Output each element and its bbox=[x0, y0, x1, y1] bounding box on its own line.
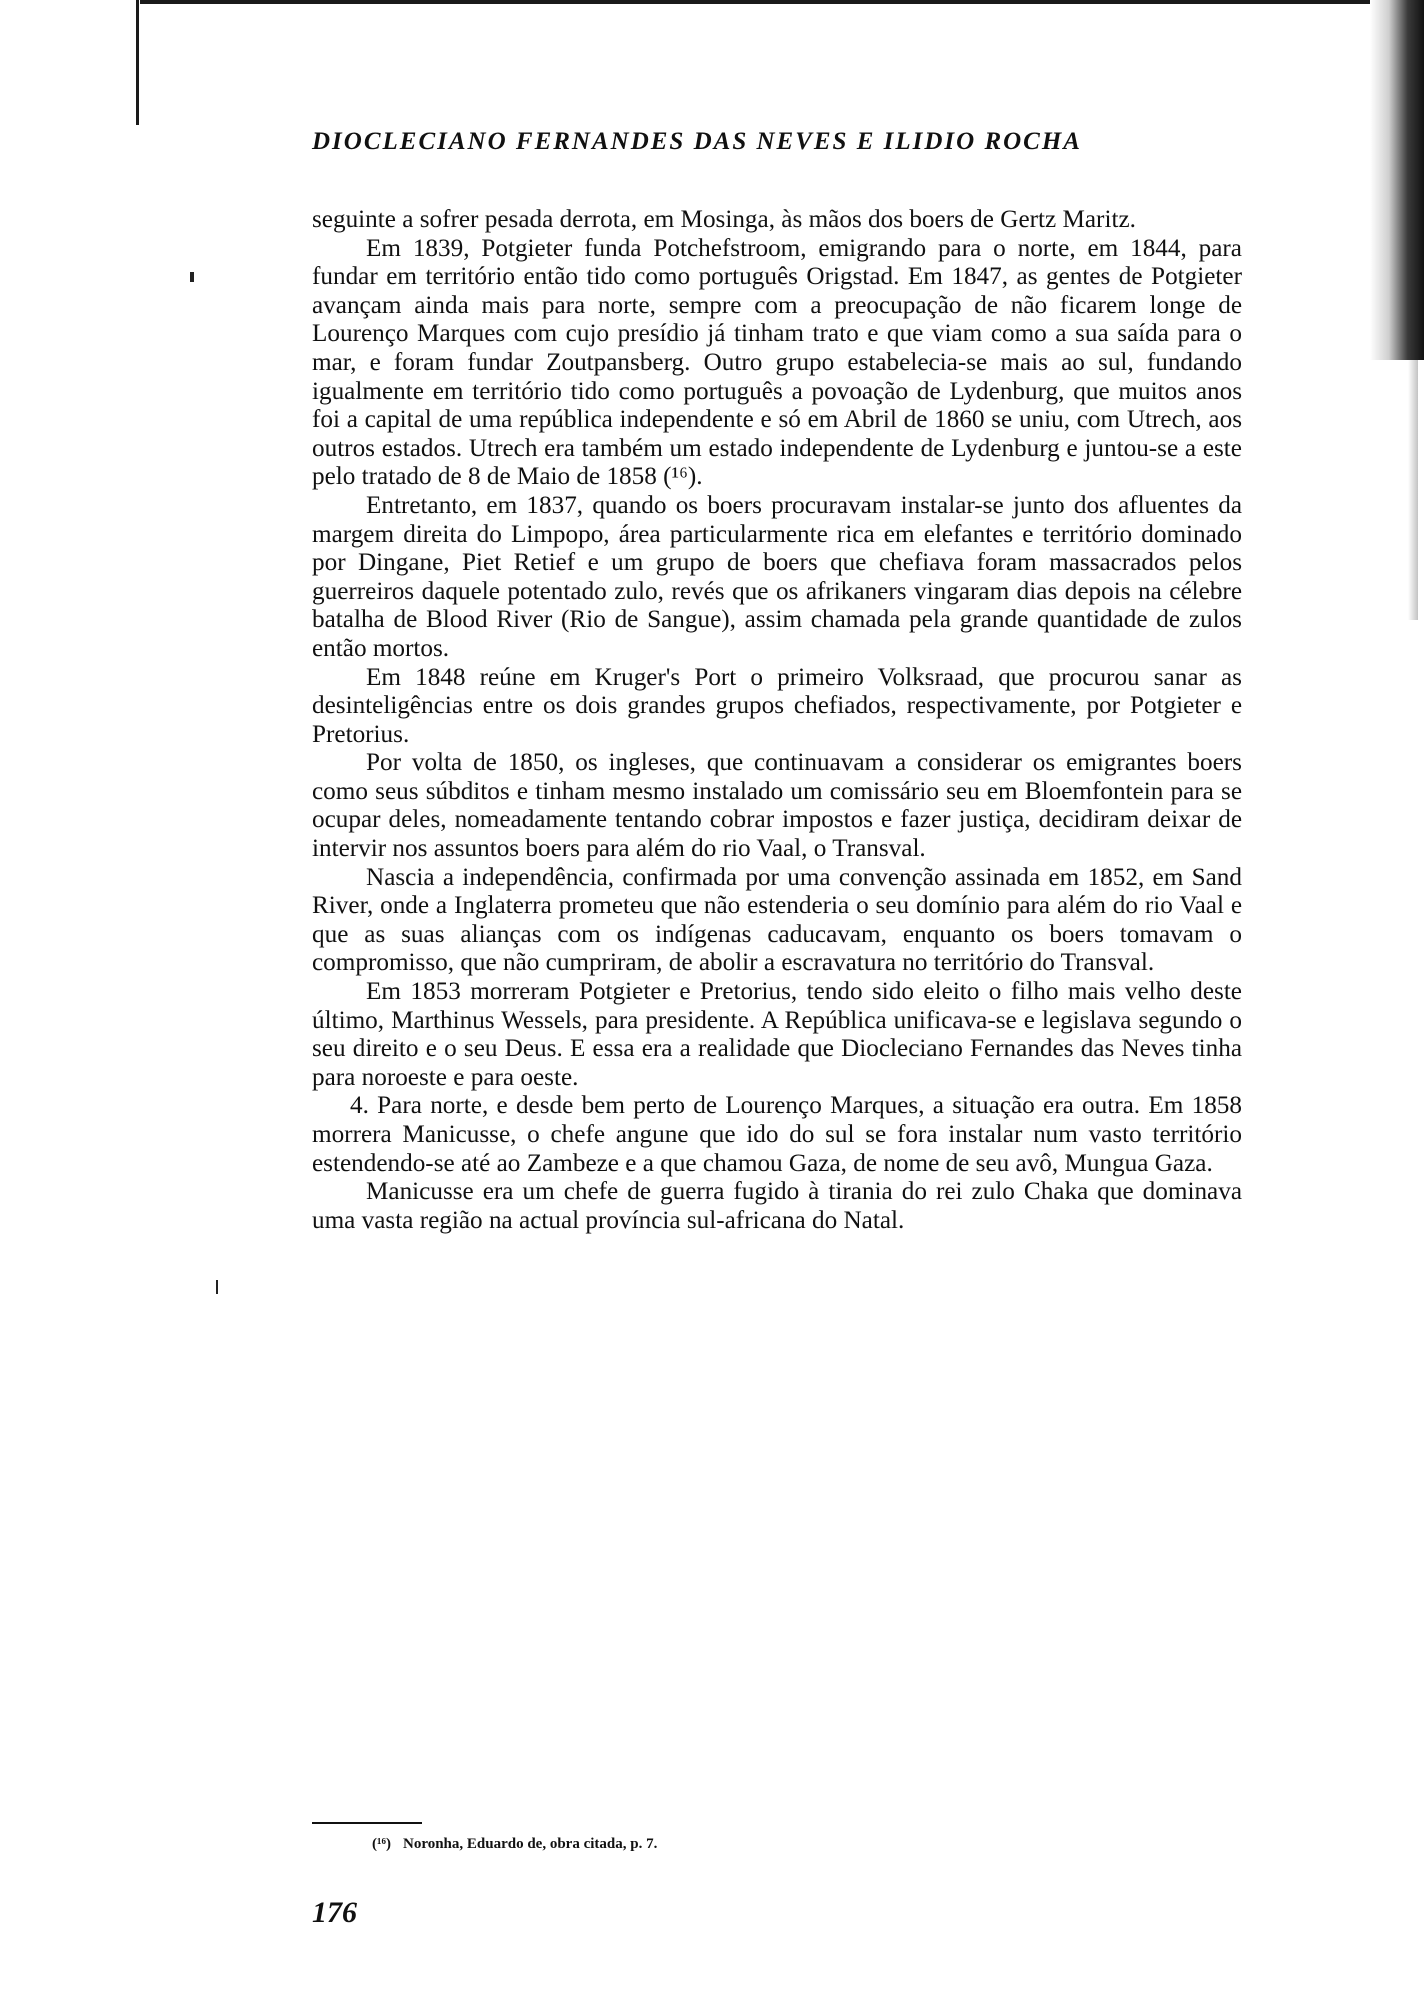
footnote-rule bbox=[312, 1822, 422, 1824]
margin-mark bbox=[190, 272, 194, 282]
paragraph: Em 1848 reúne em Kruger's Port o primeiro Volksraad, que procurou sanar as desinteligências entre os dois grandes grupos chefiados, respectivamente, por Potgieter e Pretorius. bbox=[312, 663, 1242, 748]
paragraph: Em 1853 morreram Potgieter e Pretorius, tendo sido eleito o filho mais velho deste último, Marthinus Wessels, para presidente. A República unificava-se e legislava segundo o seu direito e o seu Deus. E essa era a realidade que Diocleciano Fernandes das Neves tinha para noroeste e para oeste. bbox=[312, 978, 1242, 1091]
paragraph: Por volta de 1850, os ingleses, que continuavam a considerar os emigrantes boers como seus súbditos e tinham mesmo instalado um comissário seu em Bloemfontein para se ocupar deles, nomeadamente tentando cobrar impostos e fazer justiça, decidiram deixar de intervir nos assuntos boers para além do rio Vaal, o Transval. bbox=[312, 749, 1242, 863]
paragraph: seguinte a sofrer pesada derrota, em Mosinga, às mãos dos boers de Gertz Maritz. bbox=[312, 206, 1136, 233]
scan-edge-left bbox=[136, 0, 139, 125]
paragraph: Manicusse era um chefe de guerra fugido à tirania do rei zulo Chaka que dominava uma vasta região na actual província sul-africana do Natal. bbox=[312, 1178, 1242, 1234]
body-text bbox=[312, 206, 1242, 1235]
scan-edge-right bbox=[1370, 0, 1424, 360]
paragraph: Entretanto, em 1837, quando os boers procuravam instalar-se junto dos afluentes da margem direita do Limpopo, área particularmente rica em elefantes e território dominado por Dingane, Piet Retief e um grupo de boers que chefiava foram massacrados pelos guerreiros daquele potentado zulo, revés que os afrikaners vingaram dias depois na célebre batalha de Blood River (Rio de Sangue), assim chamada pela grande quantidade de zulos então mortos. bbox=[312, 491, 1242, 662]
paragraph: 4. Para norte, e desde bem perto de Lourenço Marques, a situação era outra. Em 1858 morrera Manicusse, o chefe angune que ido do sul se fora instalar num vasto território estendendo-se até ao Zambeze e a que chamou Gaza, de nome de seu avô, Mungua Gaza. bbox=[312, 1092, 1242, 1177]
scan-edge-right-lower bbox=[1408, 360, 1418, 620]
scan-edge-top bbox=[140, 0, 1370, 4]
running-head: DIOCLECIANO FERNANDES DAS NEVES E ILIDIO ROCHA bbox=[312, 128, 1082, 155]
footnote bbox=[372, 1836, 657, 1853]
page-number: 176 bbox=[312, 1896, 357, 1929]
paragraph: Nascia a independência, confirmada por uma convenção assinada em 1852, em Sand River, onde a Inglaterra prometeu que não estenderia o seu domínio para além do rio Vaal e que as suas alianças com os indígenas caducavam, enquanto os boers tomavam o compromisso, que não cumpriram, de abolir a escravatura no território do Transval. bbox=[312, 863, 1242, 977]
paragraph: Em 1839, Potgieter funda Potchefstroom, emigrando para o norte, em 1844, para fundar em território então tido como português Origstad. Em 1847, as gentes de Potgieter avançam ainda mais para norte, sempre com a preocupação de não ficarem longe de Lourenço Marques com cujo presídio já tinham trato e que viam como a sua saída para o mar, e foram fundar Zoutpansberg. Outro grupo estabelecia-se mais ao sul, fundando igualmente em território tido como português a povoação de Lydenburg, que muitos anos foi a capital de uma república independente e só em Abril de 1860 se uniu, com Utrech, aos outros estados. Utrech era também um estado independente de Lydenburg e juntou-se a este pelo tratado de 8 de Maio de 1858 (¹⁶). bbox=[312, 234, 1242, 491]
footnote-mark: (¹⁶) bbox=[372, 1836, 391, 1852]
margin-mark bbox=[216, 1280, 218, 1294]
footnote-text: Noronha, Eduardo de, obra citada, p. 7. bbox=[402, 1836, 658, 1852]
